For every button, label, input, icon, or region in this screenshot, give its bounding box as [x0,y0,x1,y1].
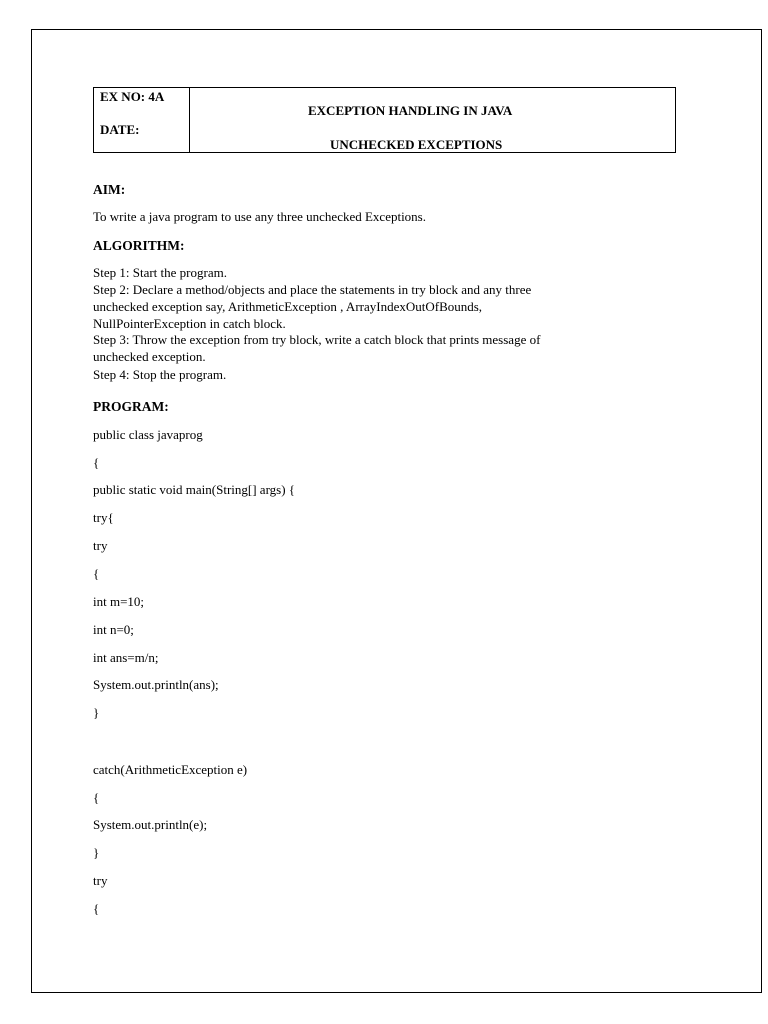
ex-no: EX NO: 4A [100,89,165,104]
aim-text: To write a java program to use any three unchecked Exceptions. [93,209,426,224]
algorithm-line: NullPointerException in catch block. [93,316,286,331]
algorithm-line: unchecked exception say, ArithmeticException , ArrayIndexOutOfBounds, [93,299,483,314]
date-label: DATE: [100,122,140,137]
code-line: { [93,455,100,470]
algorithm-line: Step 1: Start the program. [93,265,227,280]
code-line: System.out.println(ans); [93,677,219,692]
algorithm-line: Step 4: Stop the program. [93,367,227,382]
document-page [31,29,762,993]
algorithm-line: Step 2: Declare a method/objects and place the statements in try block and any three [93,282,532,297]
doc-title: EXCEPTION HANDLING IN JAVA [308,103,513,118]
code-line: int n=0; [93,622,134,637]
code-line: { [93,901,100,916]
program-heading: PROGRAM: [93,399,169,414]
aim-heading: AIM: [93,182,126,197]
code-line: System.out.println(e); [93,817,208,832]
code-line: try{ [93,510,114,525]
code-line: try [93,538,108,553]
code-line: { [93,790,100,805]
code-line: int ans=m/n; [93,650,159,665]
code-line: try [93,873,108,888]
algorithm-line: unchecked exception. [93,349,206,364]
code-line: catch(ArithmeticException e) [93,762,248,777]
code-line: } [93,845,100,860]
algorithm-line: Step 3: Throw the exception from try block, write a catch block that prints message of [93,332,541,347]
code-line: { [93,566,100,581]
code-line: int m=10; [93,594,145,609]
code-line: public class javaprog [93,427,203,442]
code-line: } [93,705,100,720]
algorithm-heading: ALGORITHM: [93,238,185,253]
code-line: public static void main(String[] args) { [93,482,296,497]
doc-subtitle: UNCHECKED EXCEPTIONS [330,137,503,152]
